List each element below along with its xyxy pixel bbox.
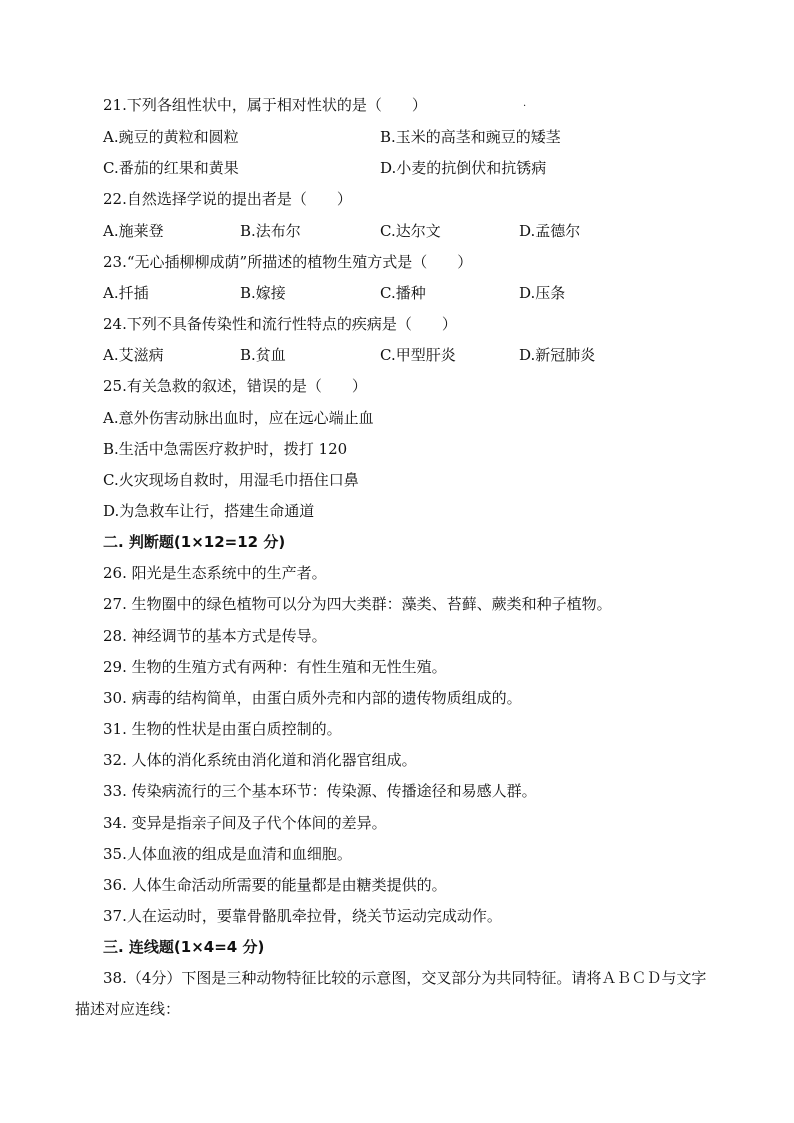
q22-stem: 22.自然选择学说的提出者是（ ）	[103, 190, 352, 208]
q24-option-b: B.贫血	[240, 346, 286, 364]
tf-item: 34. 变异是指亲子间及子代个体间的差异。	[103, 814, 387, 832]
tf-item: 35.人体血液的组成是血清和血细胞。	[103, 845, 352, 863]
q25-stem: 25.有关急救的叙述，错误的是（ ）	[103, 377, 367, 395]
q23-option-c: C.播种	[380, 284, 426, 302]
q25-option-d: D.为急救车让行，搭建生命通道	[103, 502, 315, 520]
tf-item: 33. 传染病流行的三个基本环节：传染源、传播途径和易感人群。	[103, 782, 537, 800]
q38-stem-continued: 描述对应连线：	[75, 1000, 181, 1018]
tf-item: 26. 阳光是生态系统中的生产者。	[103, 564, 327, 582]
stray-dot: .	[523, 98, 527, 109]
q23-option-b: B.嫁接	[240, 284, 286, 302]
q21-option-d: D.小麦的抗倒伏和抗锈病	[380, 159, 547, 177]
q25-option-a: A.意外伤害动脉出血时，应在远心端止血	[103, 409, 374, 427]
q24-stem: 24.下列不具备传染性和流行性特点的疾病是（ ）	[103, 315, 457, 333]
q22-option-a: A.施莱登	[103, 222, 164, 240]
q23-option-d: D.压条	[519, 284, 566, 302]
q22-option-b: B.法布尔	[240, 222, 301, 240]
tf-item: 27. 生物圈中的绿色植物可以分为四大类群：藻类、苔藓、蕨类和种子植物。	[103, 595, 612, 613]
q22-option-c: C.达尔文	[380, 222, 441, 240]
q25-option-b: B.生活中急需医疗救护时，拨打 120	[103, 440, 348, 458]
q38-stem: 38.（4分）下图是三种动物特征比较的示意图，交叉部分为共同特征。请将ＡＢＣＤ与文字	[103, 969, 707, 987]
tf-item: 31. 生物的性状是由蛋白质控制的。	[103, 720, 342, 738]
q21-option-b: B.玉米的高茎和豌豆的矮茎	[380, 128, 561, 146]
q21-option-a: A.豌豆的黄粒和圆粒	[103, 128, 239, 146]
q23-stem: 23.“无心插柳柳成荫”所描述的植物生殖方式是（ ）	[103, 253, 473, 271]
q22-option-d: D.孟德尔	[519, 222, 581, 240]
q21-stem: 21.下列各组性状中，属于相对性状的是（ ）	[103, 96, 427, 114]
section2-heading: 二. 判断题(1×12=12 分)	[103, 533, 286, 551]
q23-option-a: A.扦插	[103, 284, 149, 302]
q24-option-a: A.艾滋病	[103, 346, 164, 364]
tf-item: 36. 人体生命活动所需要的能量都是由糖类提供的。	[103, 876, 447, 894]
q25-option-c: C.火灾现场自救时，用湿毛巾捂住口鼻	[103, 471, 359, 489]
section3-heading: 三. 连线题(1×4=4 分)	[103, 938, 265, 956]
tf-item: 29. 生物的生殖方式有两种：有性生殖和无性生殖。	[103, 658, 447, 676]
tf-item: 37.人在运动时，要靠骨骼肌牵拉骨，绕关节运动完成动作。	[103, 907, 502, 925]
q21-option-c: C.番茄的红果和黄果	[103, 159, 239, 177]
tf-item: 32. 人体的消化系统由消化道和消化器官组成。	[103, 751, 417, 769]
tf-item: 28. 神经调节的基本方式是传导。	[103, 627, 327, 645]
q24-option-c: C.甲型肝炎	[380, 346, 456, 364]
tf-item: 30. 病毒的结构简单，由蛋白质外壳和内部的遗传物质组成的。	[103, 689, 522, 707]
q24-option-d: D.新冠肺炎	[519, 346, 596, 364]
